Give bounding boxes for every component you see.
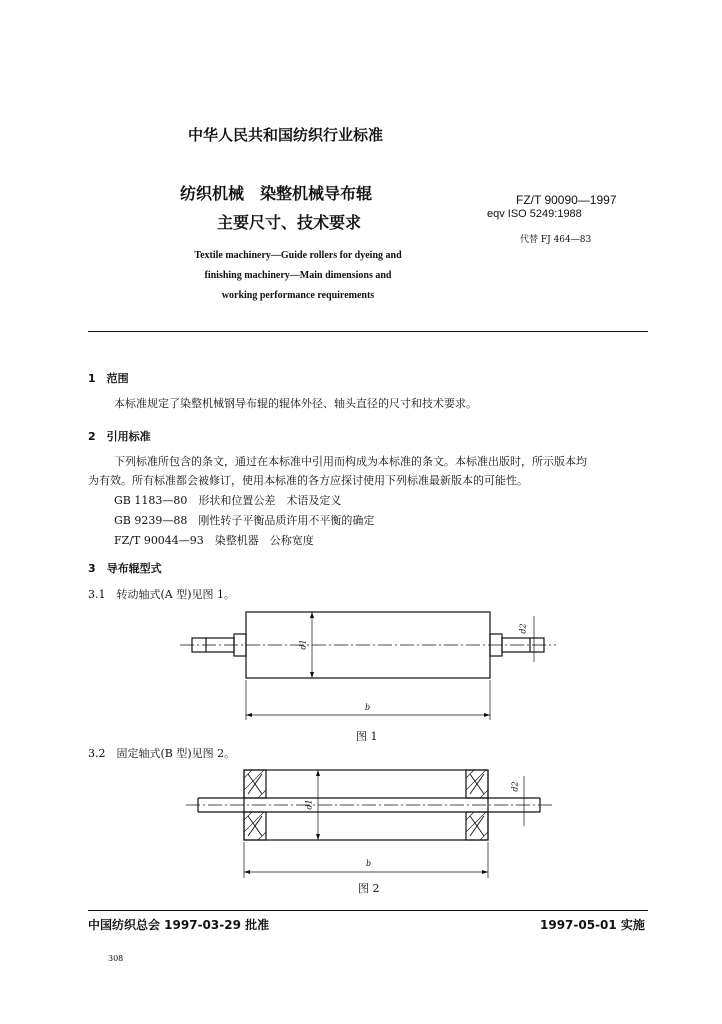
english-title-line-2: finishing machinery—Main dimensions and — [204, 270, 392, 281]
fig1-label-d1: d1 — [298, 639, 308, 650]
reference-2: GB 9239—88 刚性转子平衡品质许用不平衡的确定 — [114, 514, 375, 527]
fig2-label-b: b — [366, 859, 372, 868]
section-3-2-text: 3.2 固定轴式(B 型)见图 2。 — [88, 747, 236, 760]
reference-1: GB 1183—80 形状和位置公差 术语及定义 — [114, 494, 342, 507]
equivalent-standard: eqv ISO 5249:1988 — [487, 208, 582, 220]
english-title-line-1: Textile machinery—Guide rollers for dyeing and — [194, 250, 402, 261]
replaces-standard: 代替 FJ 464—83 — [520, 235, 592, 245]
fig2-label-d2: d2 — [510, 781, 520, 792]
fig1-label-d2: d2 — [518, 623, 528, 634]
approval-date: 中国纺织总会 1997-03-29 批准 — [88, 918, 270, 932]
section-3-1-text: 3.1 转动轴式(A 型)见图 1。 — [88, 588, 236, 601]
section-1-title: 1 范围 — [88, 372, 129, 385]
english-title-line-3: working performance requirements — [221, 290, 375, 301]
fig2-label-d1: d1 — [304, 799, 314, 810]
title-line-2: 主要尺寸、技术要求 — [217, 213, 362, 232]
reference-3: FZ/T 90044—93 染整机器 公称宽度 — [114, 534, 314, 547]
section-3-title: 3 导布辊型式 — [88, 562, 162, 575]
fig1-label-b: b — [365, 703, 371, 712]
footer-rule — [88, 910, 648, 911]
effective-date: 1997-05-01 实施 — [540, 918, 645, 932]
section-2-text-b: 为有效。所有标准都会被修订，使用本标准的各方应探讨使用下列标准最新版本的可能性。 — [88, 474, 528, 487]
issuing-org: 中华人民共和国纺织行业标准 — [188, 126, 384, 144]
page-number: 308 — [108, 954, 124, 963]
figure-1-caption: 图 1 — [356, 730, 378, 743]
section-2-title: 2 引用标准 — [88, 430, 151, 443]
section-1-text: 本标准规定了染整机械钢导布辊的辊体外径、轴头直径的尺寸和技术要求。 — [114, 397, 477, 410]
title-line-1: 纺织机械 染整机械导布辊 — [180, 184, 373, 203]
section-2-text-a: 下列标准所包含的条文，通过在本标准中引用而构成为本标准的条文。本标准出版时，所示版本均 — [114, 455, 587, 468]
standard-number: FZ/T 90090—1997 — [516, 193, 617, 207]
figure-2-caption: 图 2 — [358, 882, 380, 895]
